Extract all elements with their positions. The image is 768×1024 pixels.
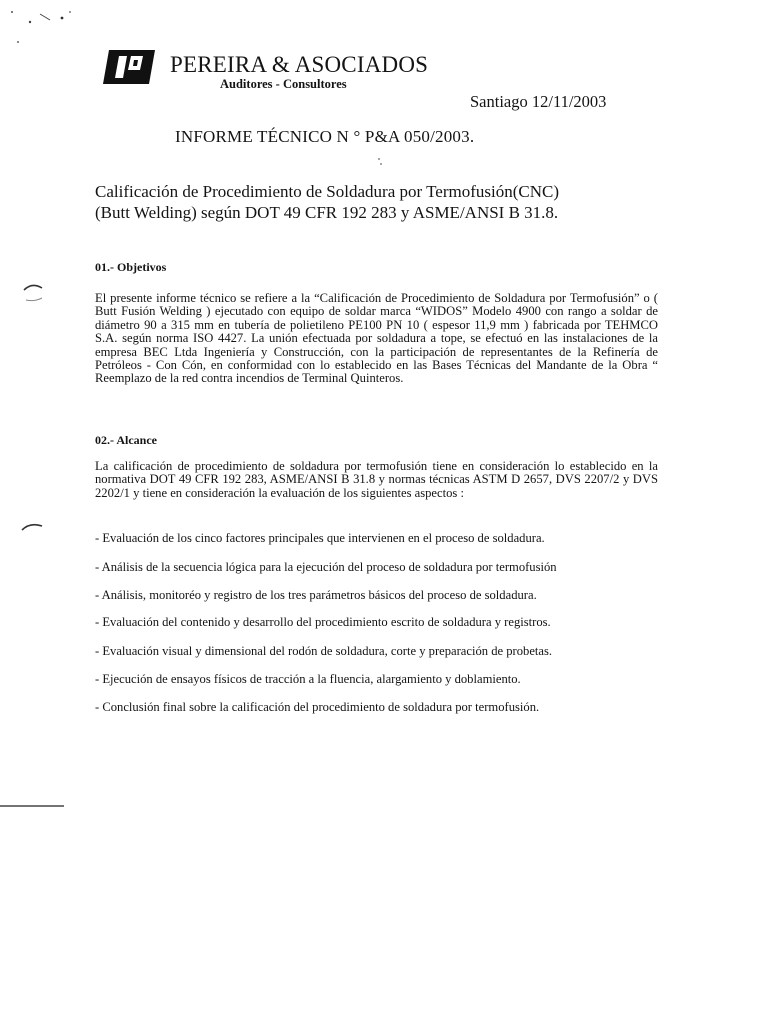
document-title-line-1: Calificación de Procedimiento de Soldadura por Termofusión(CNC)	[95, 182, 559, 201]
company-name: PEREIRA & ASOCIADOS	[170, 52, 429, 77]
hole-punch-mark	[18, 518, 48, 538]
page-edge-line	[0, 800, 70, 812]
report-date: Santiago 12/11/2003	[470, 92, 607, 111]
scope-bullet: - Evaluación del contenido y desarrollo del procedimiento escrito de soldadura y registros.	[95, 615, 551, 629]
scope-bullet: - Ejecución de ensayos físicos de tracción a la fluencia, alargamiento y doblamiento.	[95, 672, 521, 686]
scope-bullet: - Evaluación de los cinco factores principales que intervienen en el proceso de soldadura.	[95, 531, 545, 545]
scope-paragraph: La calificación de procedimiento de soldadura por termofusión tiene en consideración lo establecido en la normativa DOT 49 CFR 192 283, ASME/ANSI B 31.8 y normas técnicas ASTM D 2657, DVS 2207/2 y DVS 2202/1 y tiene en consideración la evaluación de los siguientes aspectos :	[95, 459, 658, 500]
scope-bullet: - Conclusión final sobre la calificación del procedimiento de soldadura por termofusión.	[95, 700, 540, 714]
scan-speckle-mark	[0, 0, 90, 50]
objectives-paragraph: El presente informe técnico se refiere a la “Calificación de Procedimiento de Soldadura por Termofusión” o ( Butt Fusión Welding ) ejecutado con equipo de soldar marca “WIDOS” Modelo 4900 con rango a soldar de diámetro 90 a 315 mm en tubería de polietileno PE100 PN 10 ( espesor 11,9 mm ) fabricada por TEHMCO S.A. según norma ISO 4427. La unión efectuada por soldadura a tope, se efectuó en las instalaciones de la empresa BEC Ltda Ingeniería y Construcción, con la participación de representantes de la Refinería de Petróleos - Con Cón, en conformidad con lo establecido en las Bases Técnicas del Mandante de la Obra “ Reemplazo de la red contra incendios de Terminal Quinteros.	[95, 291, 658, 386]
scope-bullet: - Análisis de la secuencia lógica para la ejecución del proceso de soldadura por termofusión	[95, 560, 557, 574]
scope-bullet: - Evaluación visual y dimensional del rodón de soldadura, corte y preparación de probetas.	[95, 644, 553, 658]
scope-bullet: - Análisis, monitoréo y registro de los tres parámetros básicos del proceso de soldadura.	[95, 588, 537, 602]
report-number: INFORME TÉCNICO N ° P&A 050/2003.	[175, 127, 475, 146]
section-heading-objectives: 01.- Objetivos	[95, 260, 167, 274]
document-title	[95, 181, 675, 223]
company-logo	[103, 50, 155, 84]
document-title-line-2: (Butt Welding) según DOT 49 CFR 192 283 y ASME/ANSI B 31.8.	[95, 203, 559, 222]
section-heading-scope: 02.- Alcance	[95, 433, 157, 447]
scan-speckle-mark	[375, 155, 387, 167]
hole-punch-mark	[20, 280, 50, 306]
company-tagline: Auditores - Consultores	[220, 77, 347, 91]
